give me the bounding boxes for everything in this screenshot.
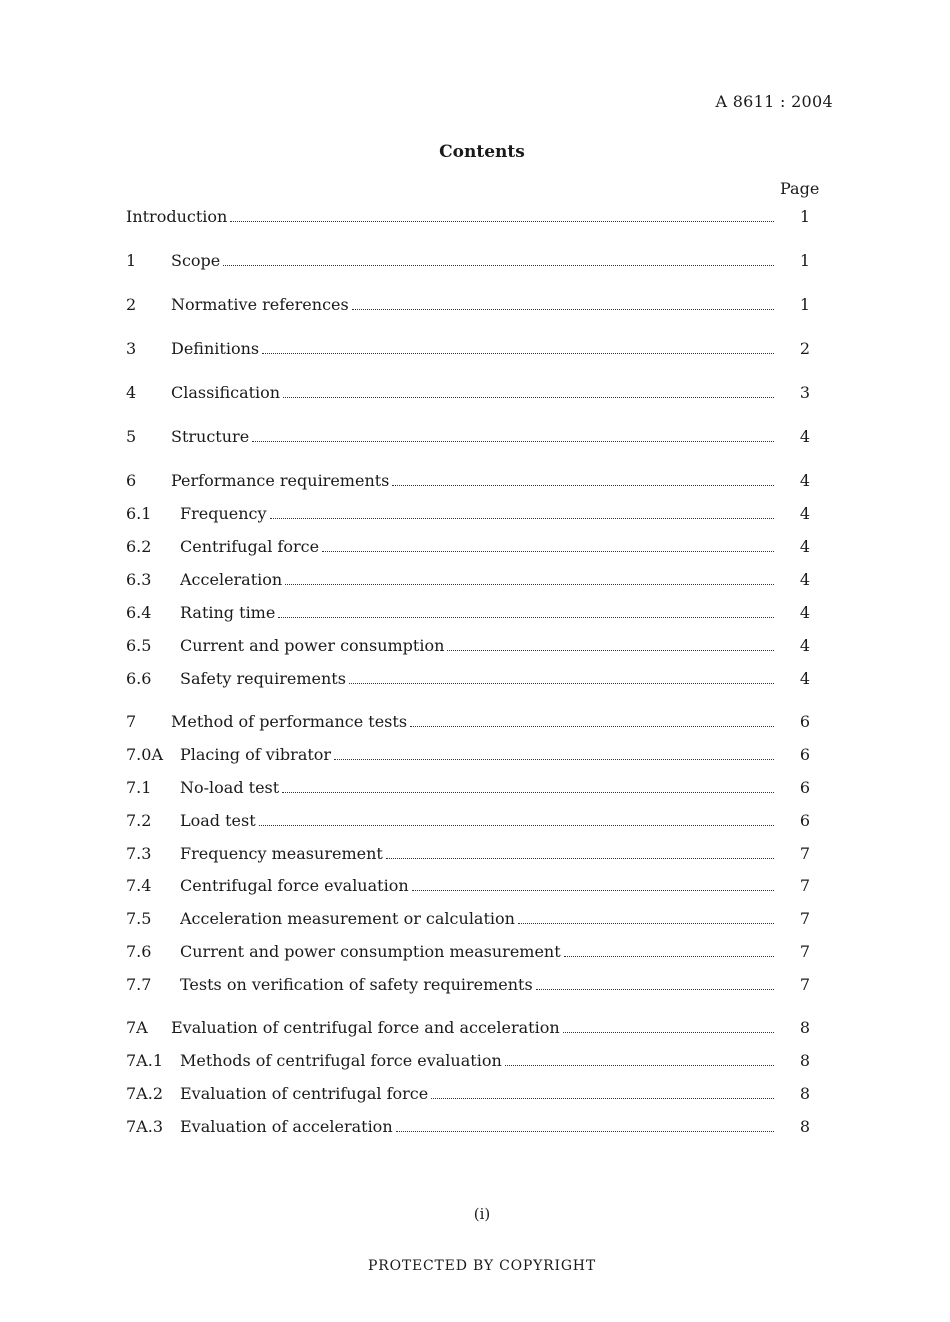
toc-entry-number: 7A	[126, 1018, 148, 1037]
contents-title: Contents	[439, 142, 525, 162]
toc-entry-number: 7.3	[126, 844, 152, 863]
toc-entry-number: 7A.3	[126, 1117, 163, 1136]
dot-leader	[412, 874, 774, 891]
toc-entry-title: Centrifugal force evaluation	[180, 876, 409, 895]
toc-entry-title: Safety requirements	[180, 669, 346, 688]
toc-entry-number: 7A.1	[126, 1051, 163, 1070]
dot-leader	[349, 667, 774, 684]
toc-entry-7-3[interactable]	[126, 842, 820, 866]
toc-entry-page: 4	[799, 537, 810, 556]
toc-entry-7-1[interactable]	[126, 776, 820, 800]
toc-entry-page: 7	[799, 975, 810, 994]
dot-leader	[505, 1049, 774, 1066]
toc-entry-number: 6.1	[126, 504, 152, 523]
toc-entry-page: 6	[799, 712, 810, 731]
toc-entry-page: 4	[799, 636, 810, 655]
toc-entry-title: Performance requirements	[171, 471, 390, 490]
toc-entry-page: 3	[799, 383, 810, 402]
toc-entry-title: Evaluation of acceleration	[180, 1117, 393, 1136]
toc-entry-page: 7	[799, 942, 810, 961]
toc-entry-page: 4	[799, 427, 810, 446]
dot-leader	[564, 940, 774, 957]
toc-entry-number: 2	[126, 295, 137, 314]
toc-entry-number: 3	[126, 339, 137, 358]
toc-entry-6-6[interactable]	[126, 667, 820, 691]
toc-entry-number: 6.6	[126, 669, 152, 688]
toc-entry-number: 7.7	[126, 975, 152, 994]
toc-entry-page: 6	[799, 811, 810, 830]
toc-entry-title: Methods of centrifugal force evaluation	[180, 1051, 502, 1070]
toc-entry-7a-2[interactable]	[126, 1082, 820, 1106]
toc-entry-title: Classification	[171, 383, 281, 402]
toc-entry-number: 4	[126, 383, 137, 402]
toc-entry-title: Evaluation of centrifugal force and acceleration	[171, 1018, 560, 1037]
toc-entry-page: 6	[799, 778, 810, 797]
toc-entry-page: 4	[799, 669, 810, 688]
toc-entry-5[interactable]	[126, 425, 820, 449]
toc-entry-title: Scope	[171, 251, 221, 270]
dot-leader	[352, 293, 774, 310]
dot-leader	[262, 337, 774, 354]
dot-leader	[392, 469, 774, 486]
toc-entry-number: 6.4	[126, 603, 152, 622]
dot-leader	[223, 249, 774, 266]
toc-entry-7-5[interactable]	[126, 907, 820, 931]
toc-entry-7a[interactable]	[126, 1016, 820, 1040]
dot-leader	[322, 535, 774, 552]
toc-entry-title: Placing of vibrator	[180, 745, 332, 764]
toc-entry-page: 4	[799, 471, 810, 490]
toc-entry-title: Rating time	[180, 603, 276, 622]
toc-entry-page: 8	[799, 1084, 810, 1103]
toc-entry-title: No-load test	[180, 778, 280, 797]
toc-entry-title: Load test	[180, 811, 256, 830]
toc-entry-title: Acceleration measurement or calculation	[180, 909, 515, 928]
toc-entry-page: 1	[799, 295, 810, 314]
toc-entry-number: 7A.2	[126, 1084, 163, 1103]
page-column-label: Page	[780, 179, 820, 198]
dot-leader	[259, 809, 774, 826]
toc-entry-number: 7.4	[126, 876, 152, 895]
toc-entry-page: 8	[799, 1051, 810, 1070]
toc-entry-page: 4	[799, 603, 810, 622]
toc-entry-title: Tests on verification of safety requirements	[180, 975, 533, 994]
toc-entry-page: 2	[799, 339, 810, 358]
toc-entry-title: Introduction	[126, 207, 228, 226]
toc-entry-7[interactable]	[126, 710, 820, 734]
toc-entry-number: 6.3	[126, 570, 152, 589]
toc-entry-page: 8	[799, 1117, 810, 1136]
dot-leader	[431, 1082, 774, 1099]
toc-entry-page: 4	[799, 570, 810, 589]
toc-entry-page: 7	[799, 876, 810, 895]
toc-entry-title: Current and power consumption measurement	[180, 942, 561, 961]
toc-entry-number: 7.0A	[126, 745, 163, 764]
dot-leader	[282, 776, 774, 793]
toc-entry-number: 1	[126, 251, 137, 270]
toc-entry-6[interactable]	[126, 469, 820, 493]
toc-entry-2[interactable]	[126, 293, 820, 317]
dot-leader	[283, 381, 774, 398]
dot-leader	[518, 907, 774, 924]
toc-entry-6-5[interactable]	[126, 634, 820, 658]
toc-entry-title: Normative references	[171, 295, 349, 314]
dot-leader	[410, 710, 774, 727]
dot-leader	[563, 1016, 774, 1033]
page-folio: (i)	[473, 1205, 491, 1223]
dot-leader	[334, 743, 774, 760]
toc-entry-number: 7.2	[126, 811, 152, 830]
toc-entry-number: 5	[126, 427, 137, 446]
toc-entry-6-1[interactable]	[126, 502, 820, 526]
toc-entry-7-7[interactable]	[126, 973, 820, 997]
dot-leader	[270, 502, 774, 519]
dot-leader	[285, 568, 774, 585]
document-code: A 8611 : 2004	[715, 92, 833, 111]
toc-entry-6-2[interactable]	[126, 535, 820, 559]
dot-leader	[278, 601, 774, 618]
toc-entry-number: 7	[126, 712, 137, 731]
toc-entry-6-3[interactable]	[126, 568, 820, 592]
toc-entry-number: 7.5	[126, 909, 152, 928]
toc-entry-7-4[interactable]	[126, 874, 820, 898]
toc-entry-title: Centrifugal force	[180, 537, 320, 556]
toc-entry-page: 7	[799, 909, 810, 928]
dot-leader	[447, 634, 774, 651]
toc-entry-page: 1	[799, 251, 810, 270]
toc-entry-1[interactable]	[126, 249, 820, 273]
copyright-notice: PROTECTED BY COPYRIGHT	[368, 1258, 596, 1274]
toc-entry-7a-1[interactable]	[126, 1049, 820, 1073]
toc-entry-3[interactable]	[126, 337, 820, 361]
toc-entry-7-6[interactable]	[126, 940, 820, 964]
toc-entry-title: Current and power consumption	[180, 636, 445, 655]
toc-entry-7-2[interactable]	[126, 809, 820, 833]
dot-leader	[536, 973, 774, 990]
dot-leader	[230, 205, 774, 222]
toc-entry-title: Frequency measurement	[180, 844, 383, 863]
toc-entry-title: Method of performance tests	[171, 712, 408, 731]
toc-entry-page: 7	[799, 844, 810, 863]
toc-entry-number: 7.6	[126, 942, 152, 961]
toc-entry-title: Acceleration	[180, 570, 283, 589]
toc-entry-page: 1	[799, 207, 810, 226]
toc-entry-number: 6	[126, 471, 137, 490]
toc-entry-introduction[interactable]	[126, 205, 820, 229]
dot-leader	[396, 1115, 774, 1132]
dot-leader	[252, 425, 774, 442]
toc-entry-number: 6.2	[126, 537, 152, 556]
toc-entry-page: 8	[799, 1018, 810, 1037]
toc-entry-7a-3[interactable]	[126, 1115, 820, 1139]
toc-entry-title: Frequency	[180, 504, 267, 523]
toc-entry-number: 7.1	[126, 778, 152, 797]
toc-entry-4[interactable]	[126, 381, 820, 405]
toc-entry-7-0a[interactable]	[126, 743, 820, 767]
toc-entry-6-4[interactable]	[126, 601, 820, 625]
toc-entry-title: Structure	[171, 427, 250, 446]
toc-entry-page: 4	[799, 504, 810, 523]
toc-entry-number: 6.5	[126, 636, 152, 655]
dot-leader	[386, 842, 774, 859]
toc-entry-title: Evaluation of centrifugal force	[180, 1084, 429, 1103]
toc-entry-page: 6	[799, 745, 810, 764]
toc-entry-title: Definitions	[171, 339, 260, 358]
